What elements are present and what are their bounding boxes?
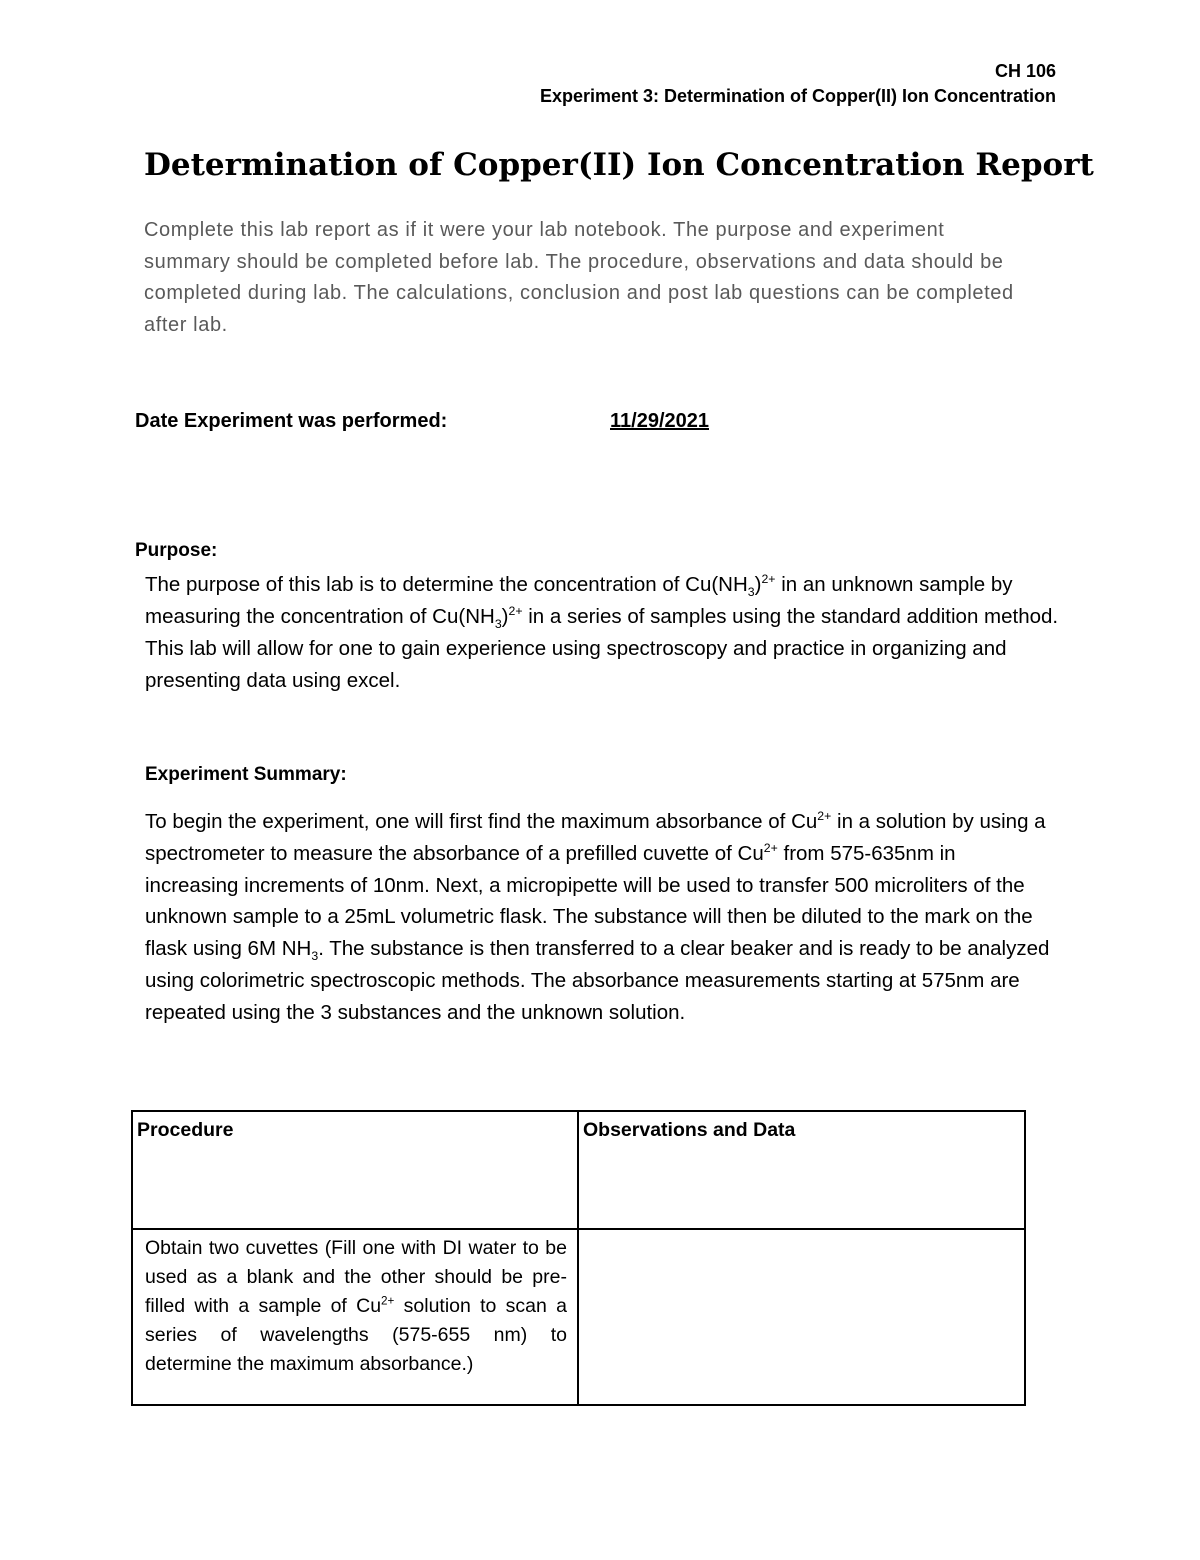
procedure-cell: Obtain two cuvettes (Fill one with DI water to be used as a blank and the other should be pre-filled with a sample of $Cu^{2+}$ solution to scan a series of wavelengths (575-655 nm) to determine the maximum absorbance.) [132, 1229, 578, 1405]
table-header-row [132, 1111, 1025, 1229]
experiment-header: Experiment 3: Determination of Copper(II) Ion Concentration [539, 86, 1056, 106]
purpose-heading: Purpose: [135, 540, 218, 561]
procedure-table [131, 1110, 1026, 1406]
observations-cell[interactable] [578, 1229, 1025, 1405]
procedure-column-header: Procedure [132, 1111, 578, 1229]
purpose-paragraph: The purpose of this lab is to determine the concentration of $Cu(NH_3)^{2+}$ in an unknown sample by measuring the concentration of $Cu(NH_3)^{2+}$ in a series of samples using the standard addition method. This lab will allow for one to gain experience using spectroscopy and practice in organizing and presenting data using excel. [145, 572, 1059, 692]
report-title: Determination of Copper(II) Ion Concentration Report [144, 147, 1094, 183]
summary-paragraph: To begin the experiment, one will first find the maximum absorbance of $Cu^{2+}$ in a solution by using a spectrometer to measure the absorbance of a prefilled cuvette of $Cu^{2+}$ from 575-635nm in increasing increments of 10nm. Next, a micropipette will be used to transfer 500 microliters of the unknown sample to a 25mL volumetric flask. The substance will then be diluted to the mark on the flask using 6M $NH_3$. The substance is then transferred to a clear beaker and is ready to be analyzed using colorimetric spectroscopic methods. The absorbance measurements starting at 575nm are repeated using the 3 substances and the unknown solution. [145, 809, 1050, 1024]
table-row [132, 1229, 1025, 1405]
instructions-paragraph: Complete this lab report as if it were your lab notebook. The purpose and experiment summary should be completed before lab. The procedure, observations and data should be completed during lab. The calculations, conclusion and post lab questions can be completed after lab. [144, 219, 1014, 336]
date-value: 11/29/2021 [610, 410, 709, 432]
observations-column-header: Observations and Data [578, 1111, 1025, 1229]
date-label: Date Experiment was performed: [135, 410, 448, 432]
summary-heading: Experiment Summary: [145, 764, 347, 785]
course-code: CH 106 [994, 61, 1056, 81]
